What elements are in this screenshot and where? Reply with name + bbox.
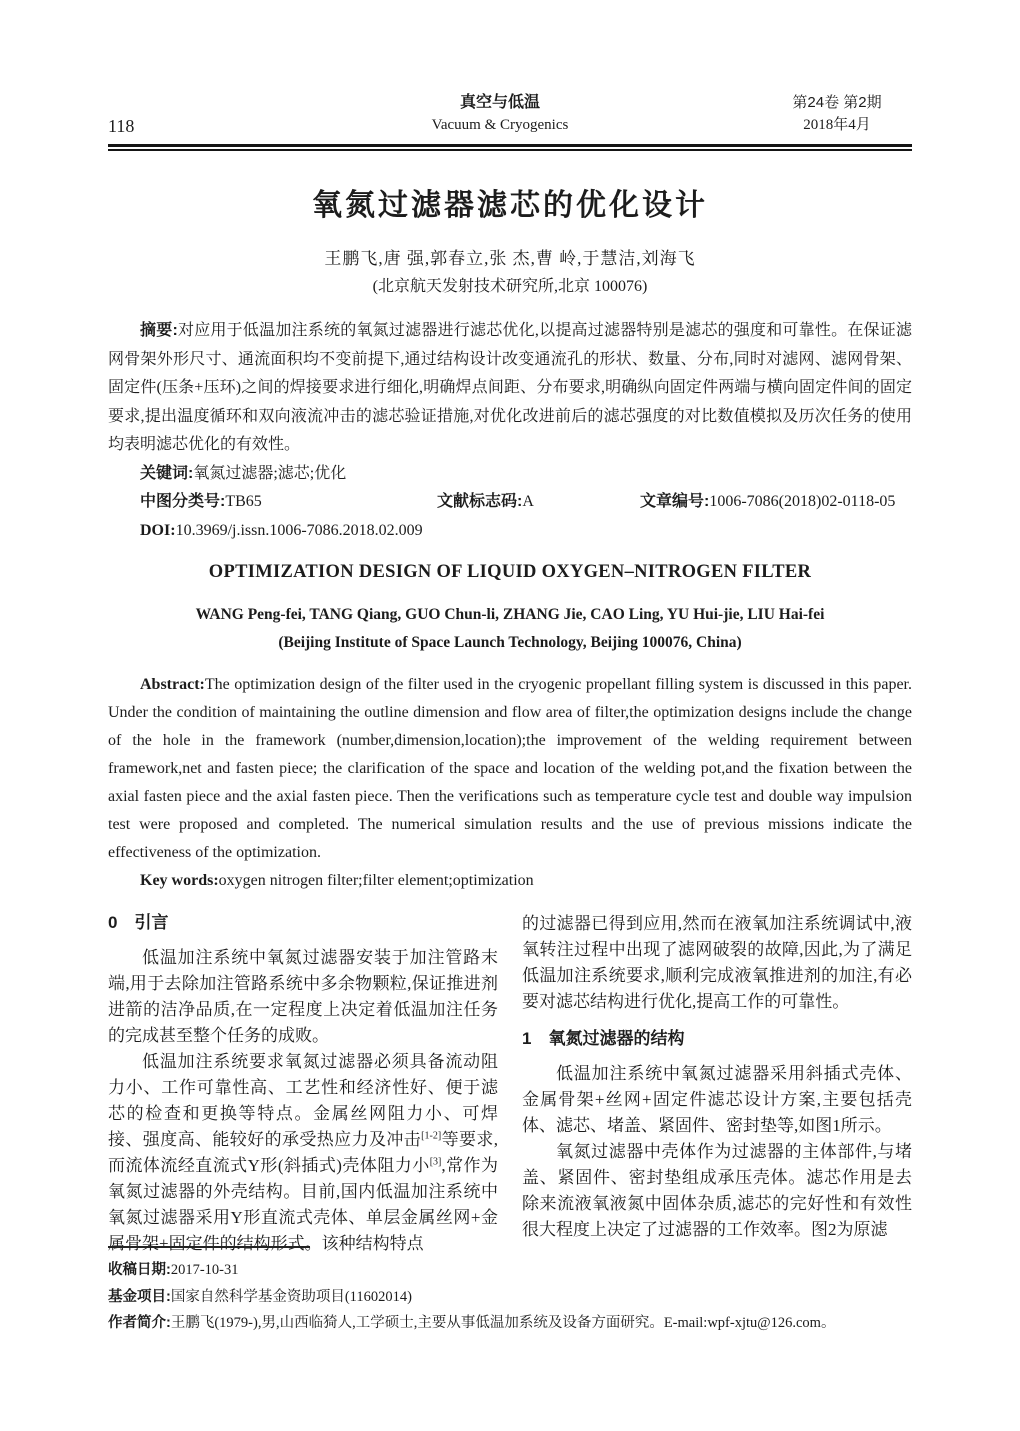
section-1-number: 1	[522, 1029, 532, 1048]
clc-item	[140, 488, 437, 517]
author-bio-line	[108, 1310, 912, 1337]
abstract-cn-label: 摘要:	[140, 322, 178, 339]
affiliation-en: (Beijing Institute of Space Launch Technology, Beijing 100076, China)	[278, 634, 742, 651]
section-heading-1	[522, 1027, 912, 1051]
clc-label: 中图分类号:	[140, 493, 226, 510]
section-0-number: 0	[108, 913, 118, 932]
abstract-en	[108, 671, 912, 867]
doc-code-label: 文献标志码:	[437, 493, 523, 510]
keywords-en-label: Key words:	[140, 872, 219, 889]
doi-value: 10.3969/j.issn.1006-7086.2018.02.009	[175, 521, 423, 539]
received-date-label: 收稿日期:	[108, 1262, 171, 1278]
left-para2-text-3: ,常作为氧氮过滤器的外壳结构。目前,国内低温加注系统中氧氮过滤器采用Y形直流式壳体、单层金属丝网+金属骨架+固定件的结构形式。该种结构特点	[108, 1156, 498, 1253]
footnote-block	[108, 1246, 912, 1337]
fund-label: 基金项目:	[108, 1288, 171, 1305]
section-heading-0	[108, 911, 498, 935]
abstract-en-label: Abstract:	[140, 676, 205, 693]
left-paragraph-2	[108, 1049, 498, 1257]
issue-info-block	[762, 92, 912, 136]
left-column	[108, 911, 498, 1257]
doi-label: DOI:	[140, 521, 176, 539]
fund-line	[108, 1284, 912, 1311]
volume-issue: 第24卷 第2期	[792, 94, 882, 111]
clc-value: TB65	[225, 493, 262, 510]
issue-date: 2018年4月	[803, 117, 871, 133]
footnote-rule	[108, 1246, 310, 1248]
keywords-en	[108, 867, 912, 895]
author-bio-label: 作者简介:	[108, 1315, 171, 1331]
affiliation-cn: (北京航天发射技术研究所,北京 100076)	[372, 278, 648, 295]
page-number: 118	[108, 116, 135, 136]
right-paragraph-1: 的过滤器已得到应用,然而在液氧加注系统调试中,液氧转注过程中出现了滤网破裂的故障,因此,为了满足低温加注系统要求,顺利完成液氧推进剂的加注,有必要对滤芯结构进行优化,提高工作的可靠性。	[522, 914, 912, 1011]
received-date-line	[108, 1257, 912, 1284]
doi-line	[108, 517, 912, 546]
citation-ref-3: [3]	[429, 1156, 442, 1168]
authors-cn: 王鹏飞,唐 强,郭春立,张 杰,曹 岭,于慧洁,刘海飞	[324, 249, 696, 268]
left-para2-text-2: 等要求,而流体流经直流式Y形(斜插式)壳体阻力小	[108, 1130, 499, 1175]
body-columns	[108, 911, 912, 1257]
abstract-cn	[108, 317, 912, 460]
article-id-value: 1006-7086(2018)02-0118-05	[709, 493, 896, 510]
article-id-item	[640, 488, 912, 517]
abstract-en-text: The optimization design of the filter used in the cryogenic propellant filling system is discussed in this paper. Under the condition of maintaining the outline dimension and flow area of filter,the optimization designs include the change of the hole in the framework (number,dimension,location);the improvement of the welding requirement between framework,net and fasten piece; the clarification of the space and location of the welding pot,and the fixation between the axial fasten piece and the axial fasten piece. Then the verifications such as temperature cycle test and double way impulsion test were proposed and completed. The numerical simulation results and the use of previous missions indicate the effectiveness of the optimization.	[108, 676, 912, 861]
keywords-en-text: oxygen nitrogen filter;filter element;optimization	[218, 872, 534, 889]
keywords-cn-label: 关键词:	[140, 464, 194, 482]
right-paragraph-3: 氧氮过滤器中壳体作为过滤器的主体部件,与堵盖、紧固件、密封垫组成承压壳体。滤芯作用是去除来流液氧液氮中固体杂质,滤芯的完好性和有效性很大程度上决定了过滤器的工作效率。图2为原滤	[522, 1142, 912, 1239]
doc-code-value: A	[522, 493, 534, 510]
journal-title-en: Vacuum & Cryogenics	[431, 117, 569, 133]
classification-row	[108, 488, 912, 517]
paper-title-cn: 氧氮过滤器滤芯的优化设计	[312, 189, 708, 222]
fund-value: 国家自然科学基金资助项目(11602014)	[170, 1288, 412, 1305]
author-bio-value: 王鹏飞(1979-),男,山西临猗人,工学硕士,主要从事低温加系统及设备方面研究。E-mail:wpf-xjtu@126.com。	[170, 1315, 836, 1331]
section-0-title: 引言	[134, 913, 169, 932]
right-column	[522, 911, 912, 1257]
received-date-value: 2017-10-31	[170, 1262, 239, 1278]
section-1-title: 氧氮过滤器的结构	[548, 1029, 685, 1048]
right-paragraph-2: 低温加注系统中氧氮过滤器采用斜插式壳体、金属骨架+丝网+固定件滤芯设计方案,主要包括壳体、滤芯、堵盖、紧固件、密封垫等,如图1所示。	[522, 1064, 912, 1135]
journal-header	[108, 0, 912, 136]
article-id-label: 文章编号:	[640, 493, 710, 510]
header-rule	[108, 144, 912, 151]
keywords-cn	[108, 460, 912, 489]
paper-title-en: OPTIMIZATION DESIGN OF LIQUID OXYGEN–NITROGEN FILTER	[208, 562, 812, 582]
left-para2-text-1: 低温加注系统要求氧氮过滤器必须具备流动阻力小、工作可靠性高、工艺性和经济性好、便于滤芯的检查和更换等特点。金属丝网阻力小、可焊接、强度高、能较好的承受热应力及冲击	[108, 1052, 498, 1149]
journal-name-block	[238, 92, 762, 136]
left-paragraph-1: 低温加注系统中氧氮过滤器安装于加注管路末端,用于去除加注管路系统中多余物颗粒,保证推进剂进箭的洁净品质,在一定程度上决定着低温加注任务的完成甚至整个任务的成败。	[108, 948, 498, 1045]
citation-ref-1-2: [1-2]	[421, 1130, 442, 1142]
doc-code-item	[437, 488, 640, 517]
abstract-cn-text: 对应用于低温加注系统的氧氮过滤器进行滤芯优化,以提高过滤器特别是滤芯的强度和可靠性。在保证滤网骨架外形尺寸、通流面积均不变前提下,通过结构设计改变通流孔的形状、数量、分布,同时对滤网、滤网骨架、固定件(压条+压环)之间的焊接要求进行细化,明确焊点间距、分布要求,明确纵向固定件两端与横向固定件间的固定要求,提出温度循环和双向液流冲击的滤芯验证措施,对优化改进前后的滤芯强度的对比数值模拟及历次任务的使用均表明滤芯优化的有效性。	[108, 322, 912, 453]
journal-title-cn: 真空与低温	[459, 94, 540, 111]
keywords-cn-text: 氧氮过滤器;滤芯;优化	[193, 464, 347, 482]
authors-en: WANG Peng-fei, TANG Qiang, GUO Chun-li, ZHANG Jie, CAO Ling, YU Hui-jie, LIU Hai-fei	[195, 606, 825, 623]
